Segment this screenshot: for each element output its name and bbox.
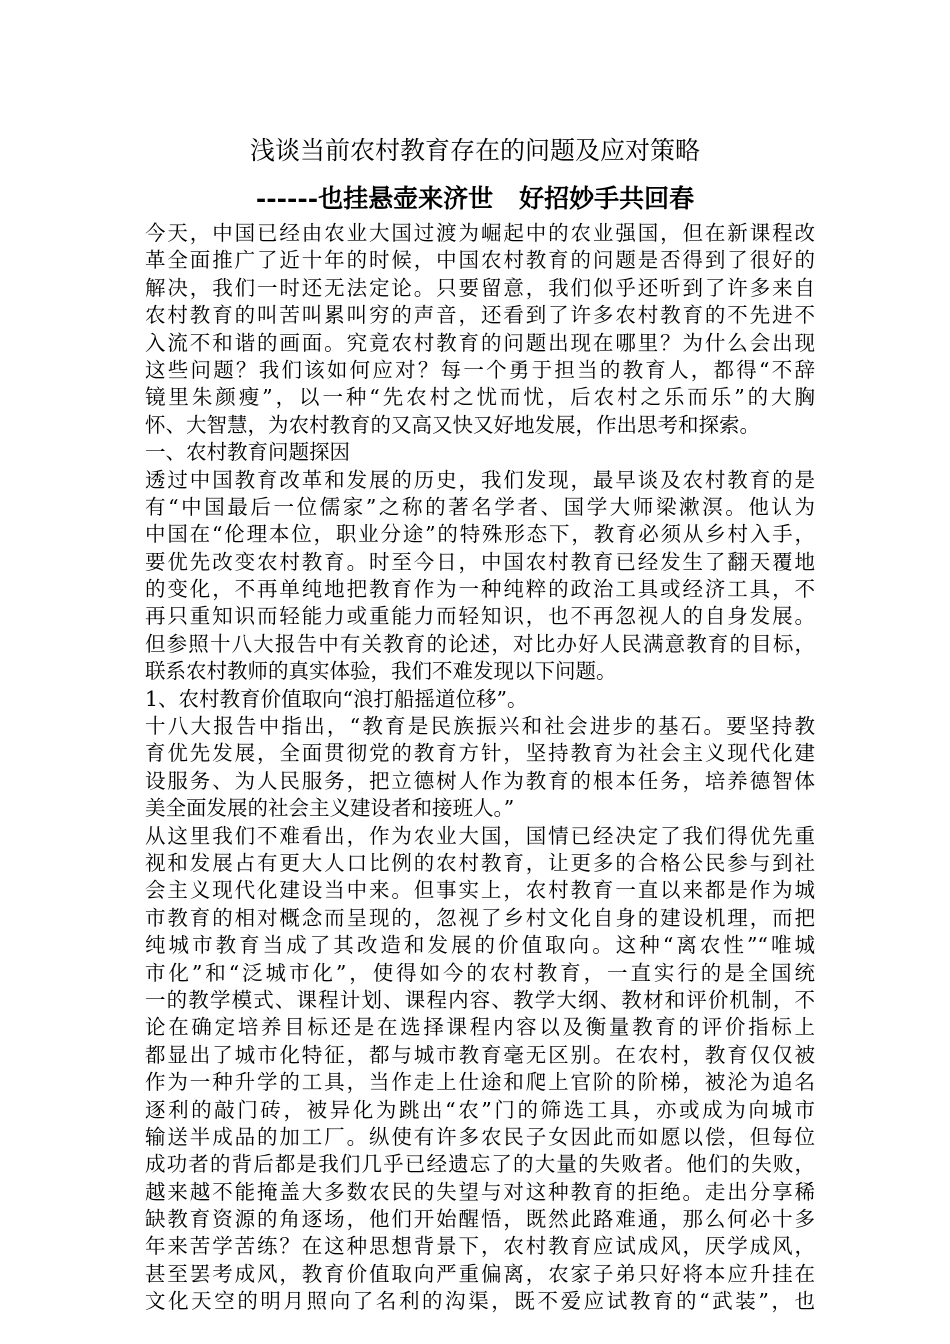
- body-line: 十八大报告中指出，“教育是民族振兴和社会进步的基石。要坚持教: [145, 714, 815, 739]
- body-line: 视和发展占有更大人口比例的农村教育，让更多的合格公民参与到社: [145, 850, 815, 875]
- body-line: 要优先改变农村教育。时至今日，中国农村教育已经发生了翻天覆地: [145, 549, 815, 574]
- body-line: 联系农村教师的真实体验，我们不难发现以下问题。: [145, 659, 617, 684]
- body-line: 甚至罢考成风，教育价值取向严重偏离，农家子弟只好将本应升挂在: [145, 1261, 815, 1286]
- body-line: 怀、大智慧，为农村教育的又高又快又好地发展，作出思考和探索。: [145, 412, 760, 437]
- body-line: 育优先发展，全面贯彻党的教育方针，坚持教育为社会主义现代化建: [145, 741, 815, 766]
- document-title: 浅谈当前农村教育存在的问题及应对策略: [249, 136, 700, 165]
- body-line: 一、农村教育问题探因: [145, 440, 350, 465]
- body-line: 作为一种升学的工具，当作走上仕途和爬上官阶的阶梯，被沦为追名: [145, 1070, 815, 1095]
- body-line: 透过中国教育改革和发展的历史，我们发现，最早谈及农村教育的是: [145, 467, 815, 492]
- body-line: 这些问题？我们该如何应对？每一个勇于担当的教育人，都得“不辞: [145, 357, 815, 382]
- body-line: 越来越不能掩盖大多数农民的失望与对这种教育的拒绝。走出分享稀: [145, 1179, 815, 1204]
- body-line: 论在确定培养目标还是在选择课程内容以及衡量教育的评价指标上: [145, 1015, 815, 1040]
- body-line: 年来苦学苦练？在这种思想背景下，农村教育应试成风，厌学成风，: [145, 1234, 815, 1259]
- body-line: 入流不和谐的画面。究竟农村教育的问题出现在哪里？为什么会出现: [145, 330, 815, 355]
- body-line: 输送半成品的加工厂。纵使有许多农民子女因此而如愿以偿，但每位: [145, 1124, 815, 1149]
- document-body: [145, 220, 815, 1316]
- body-line: 镜里朱颜瘦”，以一种“先农村之忧而忧，后农村之乐而乐”的大胸: [145, 385, 815, 410]
- body-line: 中国在“伦理本位，职业分途”的特殊形态下，教育必须从乡村入手，: [145, 522, 815, 547]
- body-line: 从这里我们不难看出，作为农业大国，国情已经决定了我们得优先重: [145, 823, 815, 848]
- document-subtitle: ------也挂悬壶来济世 好招妙手共回春: [255, 184, 695, 213]
- body-line: 逐利的敲门砖，被异化为跳出“农”门的筛选工具，亦或成为向城市: [145, 1097, 815, 1122]
- body-line: 但参照十八大报告中有关教育的论述，对比办好人民满意教育的目标，: [145, 631, 815, 656]
- body-line: 设服务、为人民服务，把立德树人作为教育的根本任务，培养德智体: [145, 768, 815, 793]
- body-line: 农村教育的叫苦叫累叫穷的声音，还看到了许多农村教育的不先进不: [145, 303, 815, 328]
- body-line: 再只重知识而轻能力或重能力而轻知识，也不再忽视人的自身发展。: [145, 604, 815, 629]
- body-line: 市化”和“泛城市化”，使得如今的农村教育，一直实行的是全国统: [145, 960, 815, 985]
- body-line: 解决，我们一时还无法定论。只要留意，我们似乎还听到了许多来自: [145, 275, 815, 300]
- body-line: 美全面发展的社会主义建设者和接班人。”: [145, 796, 515, 821]
- body-line: 1、农村教育价值取向“浪打船摇道位移”。: [145, 686, 528, 711]
- body-line: 的变化，不再单纯地把教育作为一种纯粹的政治工具或经济工具，不: [145, 577, 815, 602]
- body-line: 今天，中国已经由农业大国过渡为崛起中的农业强国，但在新课程改: [145, 221, 815, 245]
- body-line: 文化天空的明月照向了名利的沟渠，既不爱应试教育的“武装”，也: [145, 1289, 815, 1314]
- body-line: 革全面推广了近十年的时候，中国农村教育的问题是否得到了很好的: [145, 248, 815, 273]
- body-line: 市教育的相对概念而呈现的，忽视了乡村文化自身的建设机理，而把: [145, 905, 815, 930]
- body-line: 都显出了城市化特征，都与城市教育毫无区别。在农村，教育仅仅被: [145, 1042, 815, 1067]
- body-line: 一的教学模式、课程计划、课程内容、教学大纲、教材和评价机制，不: [145, 987, 815, 1012]
- body-line: 会主义现代化建设当中来。但事实上，农村教育一直以来都是作为城: [145, 878, 815, 903]
- body-line: 有“中国最后一位儒家”之称的著名学者、国学大师梁漱溟。他认为: [145, 494, 815, 519]
- body-line: 成功者的背后都是我们几乎已经遗忘了的大量的失败者。他们的失败，: [145, 1152, 815, 1177]
- body-line: 缺教育资源的角逐场，他们开始醒悟，既然此路难通，那么何必十多: [145, 1207, 815, 1232]
- body-line: 纯城市教育当成了其改造和发展的价值取向。这种“离农性”“唯城: [145, 933, 815, 958]
